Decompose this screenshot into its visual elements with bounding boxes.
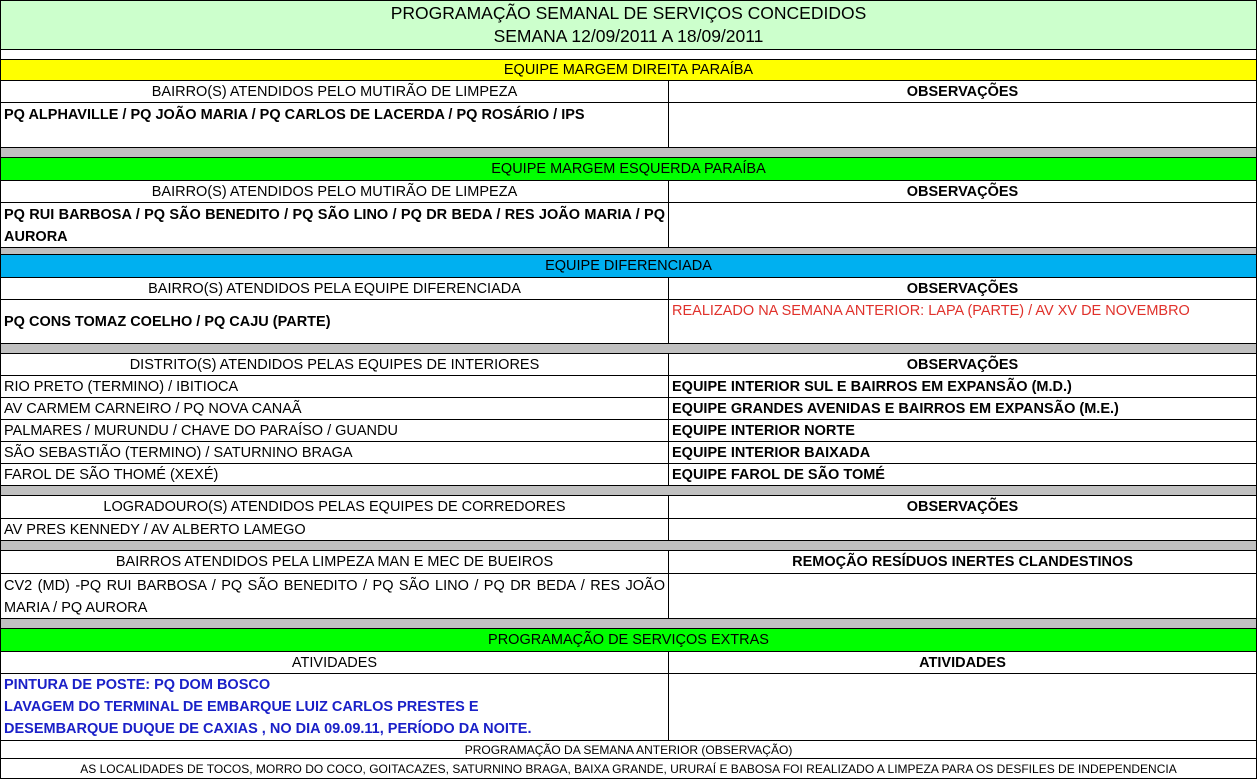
extras-title: PROGRAMAÇÃO DE SERVIÇOS EXTRAS [488, 632, 769, 648]
cor-col-obs: OBSERVAÇÕES [906, 499, 1019, 515]
cor-col-logradouros: LOGRADOURO(S) ATENDIDOS PELAS EQUIPES DE CORREDORES [1, 496, 669, 518]
md-title-row[interactable] [0, 59, 1257, 81]
me-col-obs: OBSERVAÇÕES [906, 183, 1019, 200]
bue-remocao [669, 574, 1256, 618]
int-distrito: PALMARES / MURUNDU / CHAVE DO PARAÍSO / GUANDU [1, 420, 669, 441]
extras-right [669, 674, 1256, 740]
dif-title-row[interactable] [0, 255, 1257, 278]
md-title: EQUIPE MARGEM DIREITA PARAÍBA [503, 62, 754, 78]
dif-title: EQUIPE DIFERENCIADA [545, 258, 712, 274]
extras-header-row[interactable] [0, 652, 1257, 674]
cor-header-row[interactable] [0, 496, 1257, 519]
bue-col-remocao: REMOÇÃO RESÍDUOS INERTES CLANDESTINOS [792, 554, 1133, 570]
page-subtitle: SEMANA 12/09/2011 A 18/09/2011 [493, 26, 764, 46]
anterior-text: AS LOCALIDADES DE TOCOS, MORRO DO COCO, GOITACAZES, SATURNINO BRAGA, BAIXA GRANDE, URURAÍ E BABOSA FOI REALIZADO A LIMPEZA PARA OS DESFILES DE INDEPENDENCIA [80, 761, 1177, 776]
extras-title-row[interactable] [0, 629, 1257, 652]
bue-bairros: CV2 (MD) -PQ RUI BARBOSA / PQ SÃO BENEDITO / PQ SÃO LINO / PQ DR BEDA / RES JOÃO MARIA / PQ AURORA [4, 578, 665, 616]
dif-col-bairros: BAIRRO(S) ATENDIDOS PELA EQUIPE DIFERENCIADA [1, 278, 669, 299]
int-row[interactable] [0, 376, 1257, 398]
md-col-obs: OBSERVAÇÕES [906, 83, 1019, 100]
int-row[interactable] [0, 398, 1257, 420]
cor-data-row[interactable] [0, 519, 1257, 541]
page-title: PROGRAMAÇÃO SEMANAL DE SERVIÇOS CONCEDIDOS [390, 3, 867, 23]
separator [0, 148, 1257, 158]
int-row[interactable] [0, 420, 1257, 442]
int-equipe: EQUIPE INTERIOR NORTE [672, 422, 855, 439]
int-distrito: RIO PRETO (TERMINO) / IBITIOCA [1, 376, 669, 397]
bue-header-row[interactable] [0, 551, 1257, 574]
extras-col-left: ATIVIDADES [1, 652, 669, 673]
separator [0, 541, 1257, 551]
int-row[interactable] [0, 464, 1257, 486]
extras-line-3: DESEMBARQUE DUQUE DE CAXIAS , NO DIA 09.09.11, PERÍODO DA NOITE. [4, 721, 532, 737]
md-data-row[interactable] [0, 103, 1257, 148]
int-row[interactable] [0, 442, 1257, 464]
me-title: EQUIPE MARGEM ESQUERDA PARAÍBA [491, 161, 766, 177]
int-col-obs: OBSERVAÇÕES [906, 356, 1019, 373]
int-distrito: SÃO SEBASTIÃO (TERMINO) / SATURNINO BRAGA [1, 442, 669, 463]
bue-col-bairros: BAIRROS ATENDIDOS PELA LIMPEZA MAN E MEC DE BUEIROS [1, 551, 669, 573]
extras-col-right: ATIVIDADES [919, 654, 1006, 671]
int-header-row[interactable] [0, 354, 1257, 376]
separator [0, 248, 1257, 255]
int-distrito: AV CARMEM CARNEIRO / PQ NOVA CANAÃ [1, 398, 669, 419]
extras-data-row[interactable] [0, 674, 1257, 741]
md-obs [669, 103, 1256, 147]
bue-data-row[interactable] [0, 574, 1257, 619]
dif-data-row[interactable] [0, 300, 1257, 344]
extras-line-2: LAVAGEM DO TERMINAL DE EMBARQUE LUIZ CARLOS PRESTES E [4, 699, 479, 715]
me-col-bairros: BAIRRO(S) ATENDIDOS PELO MUTIRÃO DE LIMPEZA [1, 181, 669, 202]
title-block [0, 0, 1257, 50]
int-distrito: FAROL DE SÃO THOMÉ (XEXÉ) [1, 464, 669, 485]
extras-line-1: PINTURA DE POSTE: PQ DOM BOSCO [4, 677, 271, 693]
int-col-distritos: DISTRITO(S) ATENDIDOS PELAS EQUIPES DE INTERIORES [1, 354, 669, 375]
me-header-row[interactable] [0, 181, 1257, 203]
cor-logradouros: AV PRES KENNEDY / AV ALBERTO LAMEGO [1, 519, 669, 540]
cor-obs [669, 519, 1256, 540]
separator [0, 344, 1257, 354]
me-obs [669, 203, 1256, 247]
anterior-header-row[interactable] [0, 741, 1257, 759]
dif-obs: REALIZADO NA SEMANA ANTERIOR: LAPA (PARTE) / AV XV DE NOVEMBRO [672, 303, 1190, 319]
me-data-row[interactable] [0, 203, 1257, 248]
int-equipe: EQUIPE INTERIOR BAIXADA [672, 444, 871, 461]
dif-col-obs: OBSERVAÇÕES [906, 280, 1019, 297]
me-bairros: PQ RUI BARBOSA / PQ SÃO BENEDITO / PQ SÃO LINO / PQ DR BEDA / RES JOÃO MARIA / PQ AURORA [4, 207, 665, 245]
me-title-row[interactable] [0, 158, 1257, 181]
anterior-header: PROGRAMAÇÃO DA SEMANA ANTERIOR (OBSERVAÇÃO) [464, 742, 793, 757]
int-equipe: EQUIPE FAROL DE SÃO TOMÉ [672, 466, 885, 483]
md-header-row[interactable] [0, 81, 1257, 103]
md-bairros: PQ ALPHAVILLE / PQ JOÃO MARIA / PQ CARLOS DE LACERDA / PQ ROSÁRIO / IPS [4, 107, 585, 123]
dif-header-row[interactable] [0, 278, 1257, 300]
anterior-text-row[interactable] [0, 759, 1257, 779]
int-equipe: EQUIPE GRANDES AVENIDAS E BAIRROS EM EXPANSÃO (M.E.) [672, 400, 1119, 417]
md-col-bairros: BAIRRO(S) ATENDIDOS PELO MUTIRÃO DE LIMPEZA [1, 81, 669, 102]
separator [0, 486, 1257, 496]
separator [0, 619, 1257, 629]
int-equipe: EQUIPE INTERIOR SUL E BAIRROS EM EXPANSÃO (M.D.) [672, 378, 1072, 395]
dif-bairros: PQ CONS TOMAZ COELHO / PQ CAJU (PARTE) [1, 300, 669, 343]
